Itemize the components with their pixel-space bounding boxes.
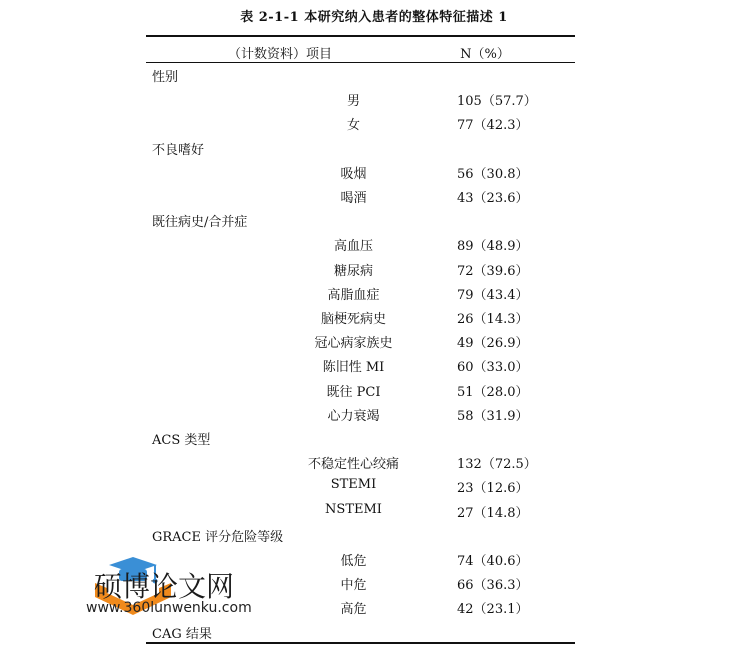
row-category: 性别 (152, 70, 179, 85)
row-item: STEMI (330, 477, 377, 493)
row-item: 高脂血症 (327, 287, 380, 303)
table-row (146, 114, 575, 138)
row-value: 79（43.4） (457, 287, 529, 303)
table-row (146, 163, 575, 187)
row-value: 74（40.6） (457, 554, 529, 569)
row-value: 60（33.0） (457, 360, 529, 376)
row-value: 77（42.3） (457, 118, 529, 134)
table-bottom-rule (146, 642, 575, 644)
table-row (146, 453, 575, 477)
table-row (146, 381, 575, 405)
row-item: 低危 (340, 554, 367, 569)
table-row (146, 90, 575, 114)
row-item: 高血压 (333, 239, 373, 255)
header-n: N（%） (460, 47, 510, 62)
row-category: CAG 结果 (152, 626, 212, 642)
row-item: 喝酒 (340, 191, 367, 206)
row-value: 49（26.9） (457, 336, 529, 352)
table-row (146, 356, 575, 380)
header-item: （计数资料）项目 (227, 47, 332, 62)
row-value: 43（23.6） (457, 191, 529, 206)
table-row (146, 260, 575, 284)
row-item: 心力衰竭 (327, 408, 380, 424)
row-item: 糖尿病 (333, 263, 373, 279)
table-row (146, 66, 575, 90)
table-row (146, 502, 575, 526)
row-value: 23（12.6） (457, 481, 529, 497)
table-row (146, 284, 575, 308)
row-value: 26（14.3） (457, 312, 529, 327)
row-item: 不稳定性心绞痛 (307, 457, 399, 473)
table-title: 表 2-1-1 本研究纳入患者的整体特征描述 1 (240, 10, 508, 25)
table-top-rule (146, 35, 575, 37)
row-item: 冠心病家族史 (314, 336, 393, 352)
header-rule (146, 62, 575, 63)
row-item: NSTEMI (325, 501, 382, 517)
table-row (146, 235, 575, 259)
row-item: 脑梗死病史 (320, 312, 386, 327)
row-item: 高危 (340, 602, 367, 618)
row-value: 27（14.8） (457, 505, 529, 521)
table-row (146, 139, 575, 163)
table-row (146, 429, 575, 453)
row-category: 既往病史/合并症 (152, 215, 248, 231)
row-value: 51（28.0） (457, 384, 529, 400)
row-item: 女 (346, 118, 360, 134)
row-value: 42（23.1） (457, 602, 529, 618)
row-value: 58（31.9） (457, 408, 529, 424)
row-value: 89（48.9） (457, 239, 529, 255)
row-value: 72（39.6） (457, 263, 529, 279)
table-row (146, 526, 575, 550)
row-category: GRACE 评分危险等级 (152, 529, 284, 545)
row-category: 不良嗜好 (152, 142, 205, 158)
row-value: 132（72.5） (457, 457, 537, 473)
row-value: 66（36.3） (457, 578, 529, 594)
row-value: 56（30.8） (457, 166, 529, 182)
row-item: 既往 PCI (326, 384, 381, 400)
table-row (146, 211, 575, 235)
row-item: 陈旧性 MI (322, 360, 385, 376)
table-row (146, 405, 575, 429)
table-row (146, 308, 575, 332)
row-item: 中危 (340, 578, 367, 594)
row-value: 105（57.7） (457, 94, 537, 110)
watermark-url: www.360lunwenku.com (86, 600, 252, 616)
table-row (146, 332, 575, 356)
watermark-name: 硕博论文网 (94, 570, 235, 603)
row-category: ACS 类型 (152, 433, 211, 448)
table-row (146, 477, 575, 501)
row-item: 男 (346, 94, 360, 110)
table-row (146, 187, 575, 211)
row-item: 吸烟 (340, 166, 367, 182)
